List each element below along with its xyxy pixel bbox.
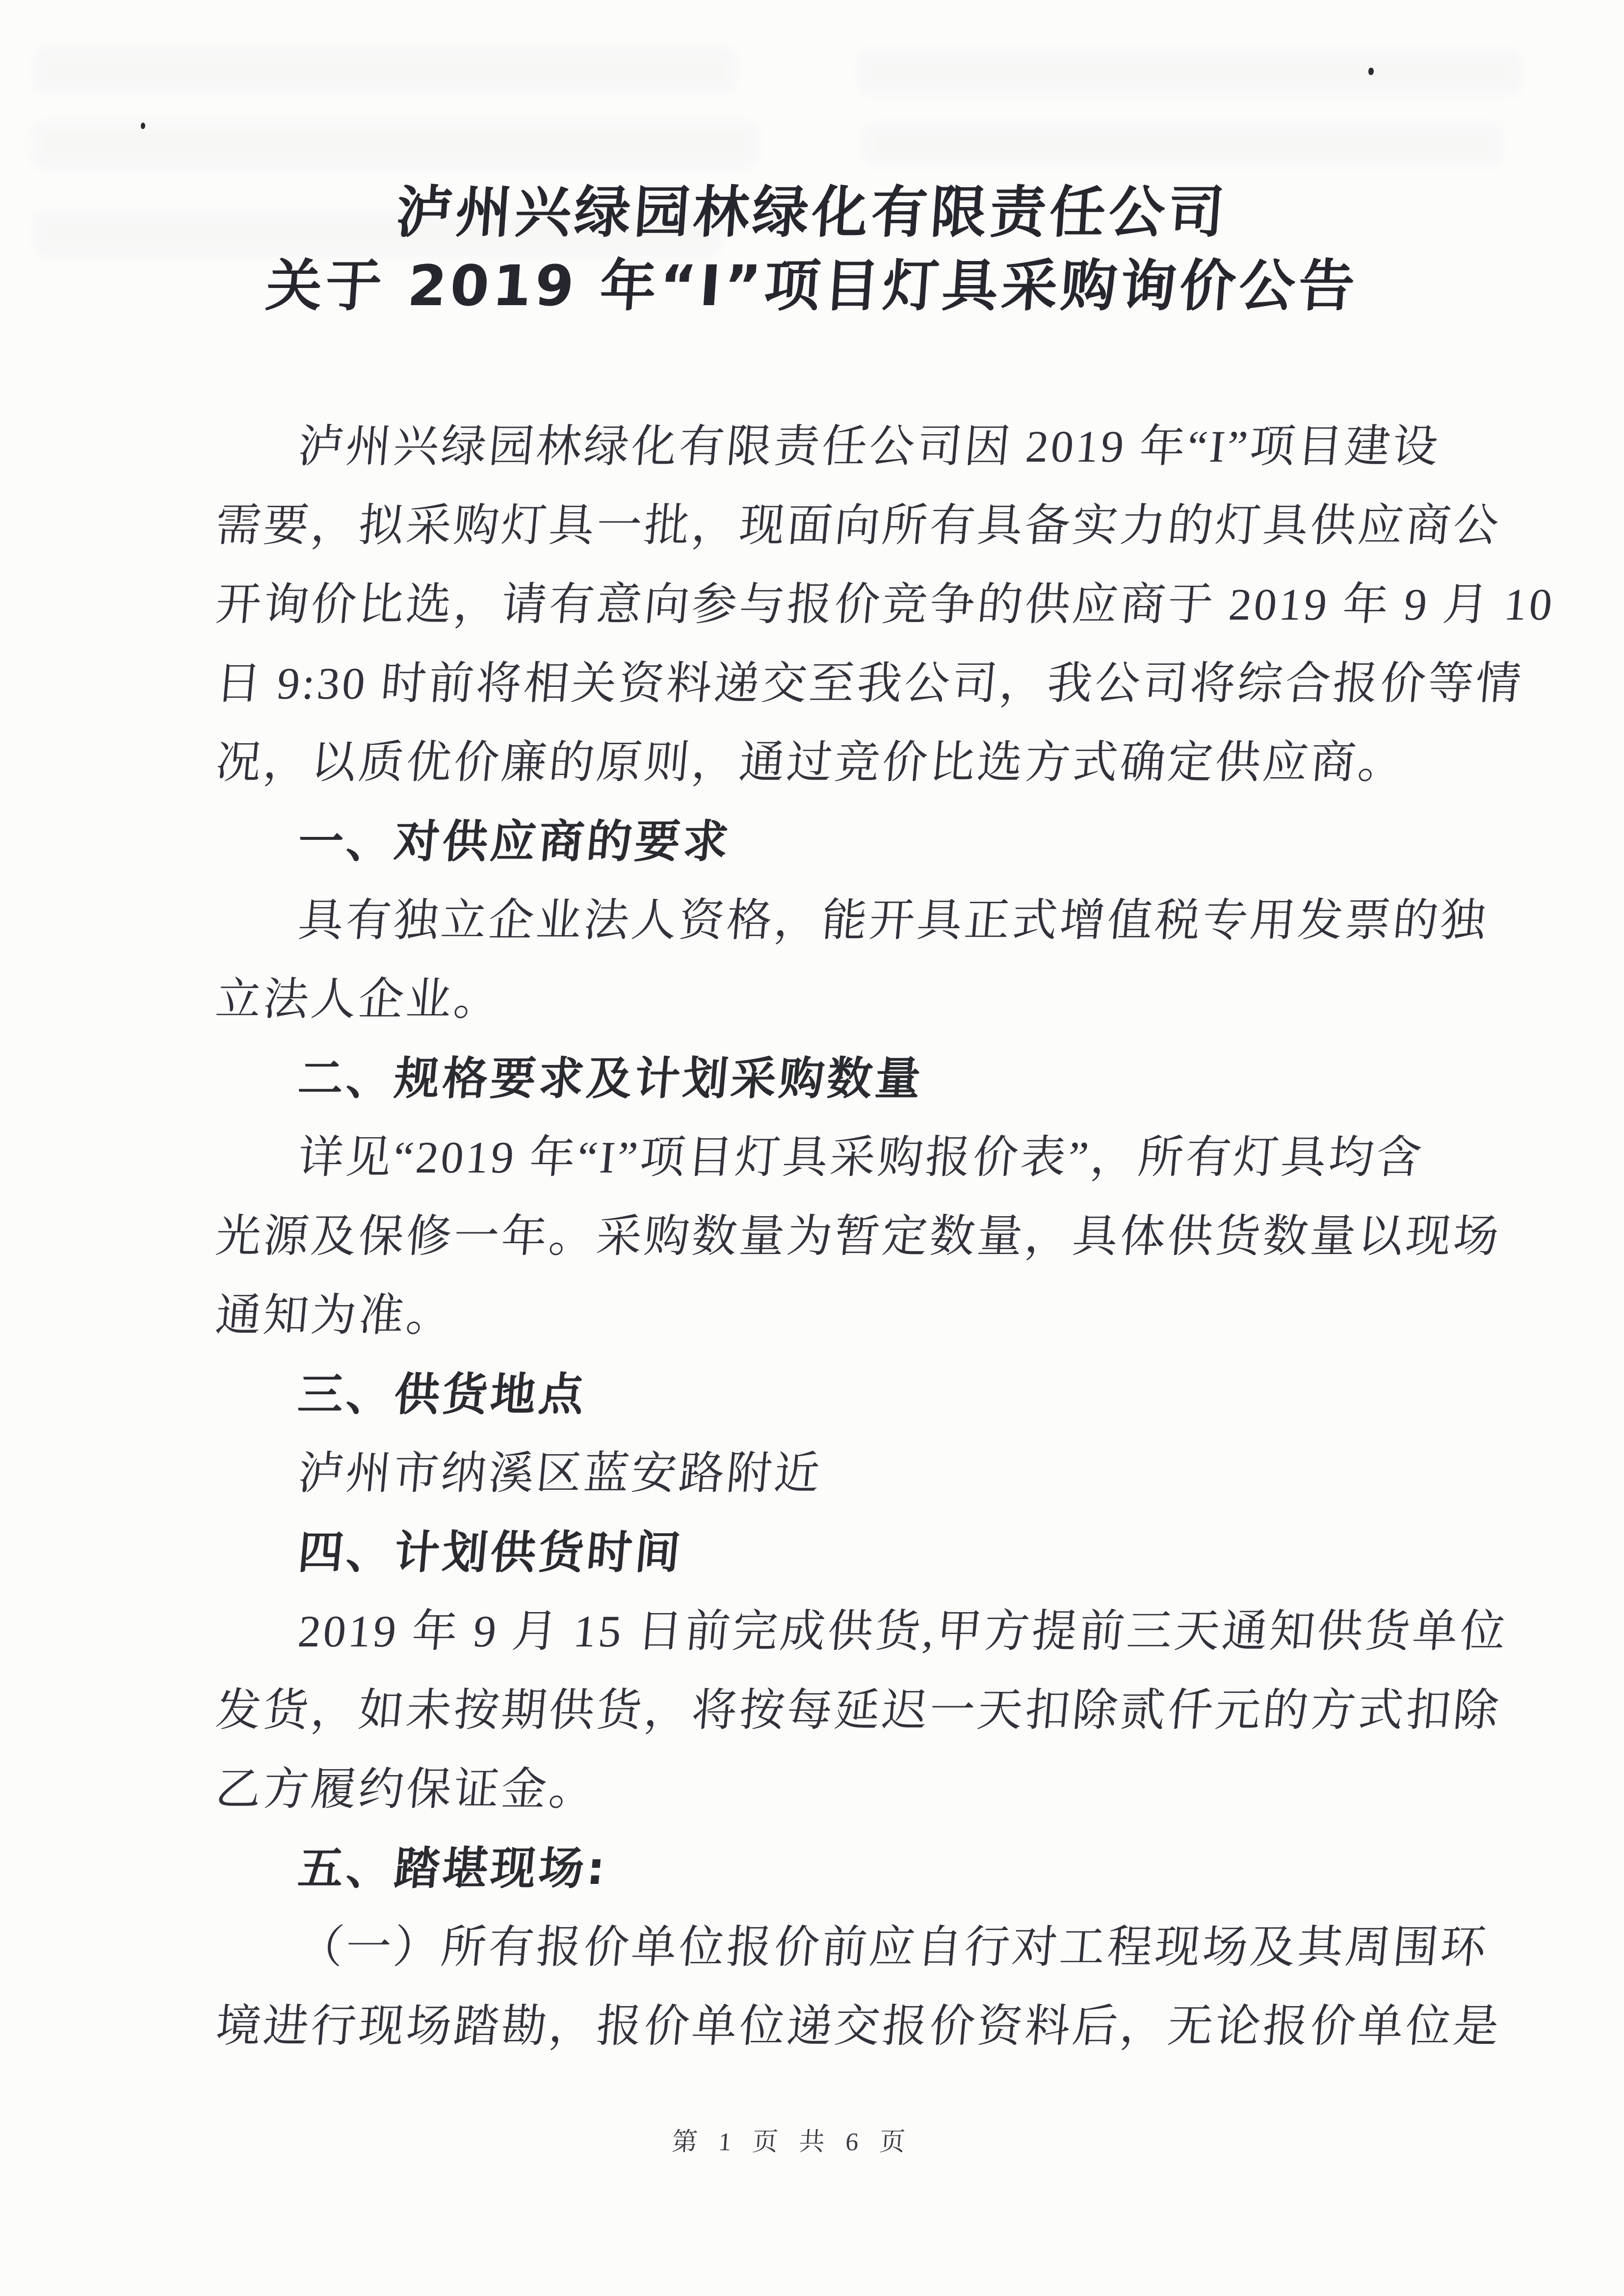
bleed-through-ghost	[34, 47, 736, 93]
body-text-line: 具有独立企业法人资格，能开具正式增值税专用发票的独	[296, 895, 1491, 945]
body-text-line: 泸州兴绿园林绿化有限责任公司因 2019 年“I”项目建设	[296, 421, 1442, 471]
section-heading: 五、踏堪现场:	[296, 1842, 610, 1895]
section-heading: 二、规格要求及计划采购数量	[296, 1052, 926, 1105]
body-text-line: 泸州市纳溪区蓝安路附近	[296, 1448, 824, 1498]
body-text-line: 发货，如未按期供货，将按每延迟一天扣除贰仟元的方式扣除	[213, 1685, 1503, 1735]
body-text-line: 通知为准。	[213, 1290, 456, 1340]
body-text-line: 光源及保修一年。采购数量为暂定数量，具体供货数量以现场	[213, 1211, 1503, 1261]
title-line-1: 泸州兴绿园林绿化有限责任公司	[394, 180, 1230, 245]
bleed-through-ghost	[859, 49, 1521, 96]
body-text-line: 乙方履约保证金。	[213, 1764, 599, 1814]
body-text-line: 开询价比选，请有意向参与报价竞争的供应商于 2019 年 9 月 10	[213, 579, 1557, 629]
body-text-line: 立法人企业。	[213, 974, 504, 1024]
body-text-line: 需要，拟采购灯具一批，现面向所有具备实力的灯具供应商公	[213, 500, 1503, 550]
page-footer: 第 1 页 共 6 页	[671, 2128, 914, 2156]
body-text-line: 详见“2019 年“I”项目灯具采购报价表”，所有灯具均含	[296, 1132, 1426, 1182]
section-heading: 四、计划供货时间	[296, 1526, 685, 1579]
body-text-line: 2019 年 9 月 15 日前完成供货,甲方提前三天通知供货单位	[296, 1606, 1510, 1656]
document-body	[213, 407, 1557, 2066]
body-text-line: 境进行现场踏勘，报价单位递交报价资料后，无论报价单位是	[213, 2001, 1503, 2051]
body-text-line: 况，以质优价廉的原则，通过竞价比选方式确定供应商。	[213, 737, 1408, 787]
section-heading: 一、对供应商的要求	[296, 815, 733, 868]
bleed-through-ghost	[864, 123, 1501, 167]
body-text-line: 日 9:30 时前将相关资料递交至我公司，我公司将综合报价等情	[213, 658, 1526, 708]
body-text-line: （一）所有报价单位报价前应自行对工程现场及其周围环	[296, 1922, 1491, 1972]
section-heading: 三、供货地点	[296, 1368, 589, 1421]
title-line-2: 关于 2019 年“I”项目灯具采购询价公告	[263, 253, 1361, 318]
